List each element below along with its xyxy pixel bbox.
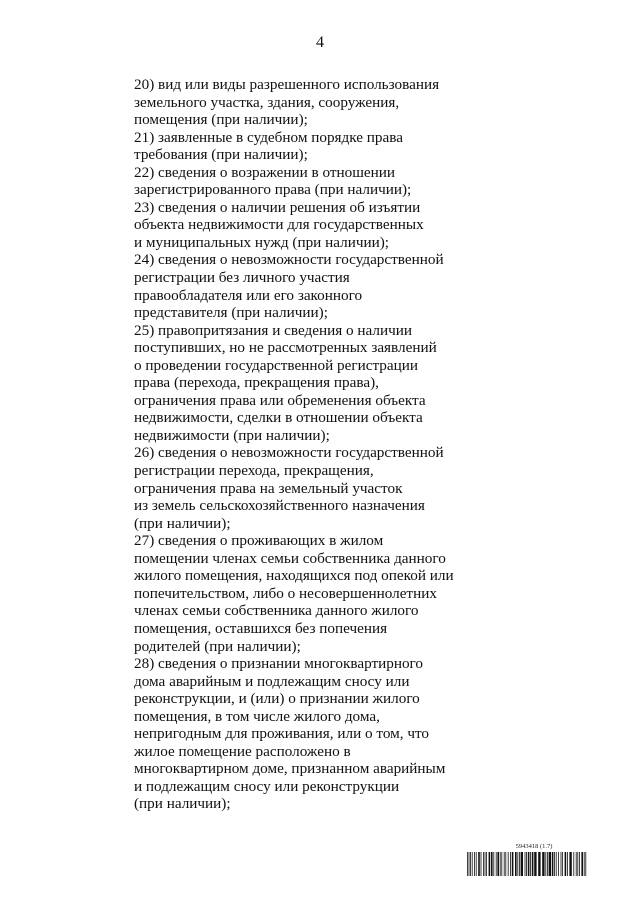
text-line: 24) сведения о невозможности государственной (134, 251, 444, 269)
barcode-bar (497, 852, 499, 876)
barcode-bar (467, 852, 468, 876)
document-code: 5943418 (1.7) (515, 843, 553, 850)
barcode-bar (512, 852, 514, 876)
text-line: 23) сведения о наличии решения об изъятии (134, 198, 421, 216)
barcode-bar (505, 852, 506, 876)
text-line: реконструкции, и (или) о признании жилого (134, 690, 420, 708)
text-line: родителей (при наличии); (134, 637, 301, 655)
text-line: 25) правопритязания и сведения о наличии (134, 321, 413, 339)
barcode-bar (489, 852, 491, 876)
text-line: ограничения права или обременения объекта (134, 391, 426, 409)
text-line: 20) вид или виды разрешенного использования (134, 76, 440, 93)
text-line: недвижимости, сделки в отношении объекта (134, 409, 423, 427)
barcode-bar (470, 852, 471, 876)
text-line: помещения, в том числе жилого дома, (134, 707, 380, 725)
barcode-bar (561, 852, 562, 876)
barcode-bar (519, 852, 520, 876)
page-number: 4 (316, 34, 324, 51)
text-line: непригодным для проживания, или о том, что (134, 725, 430, 743)
text-line: (при наличии); (134, 514, 231, 532)
barcode-bar (472, 852, 473, 876)
text-line: зарегистрированного права (при наличии); (134, 181, 412, 199)
barcode-bar (491, 852, 493, 876)
barcode-bar (552, 852, 554, 876)
barcode-bar (547, 852, 548, 876)
barcode-bar (496, 852, 497, 876)
barcode-bar (556, 852, 557, 876)
barcode-bar (526, 852, 527, 876)
text-line: права (перехода, прекращения права), (134, 374, 379, 392)
text-line: помещения (при наличии); (134, 111, 308, 129)
barcode-bar (545, 852, 546, 876)
text-line: ограничения права на земельный участок (134, 479, 403, 497)
text-line: регистрации перехода, прекращения, (134, 462, 374, 480)
document-body (134, 76, 464, 813)
barcode-bar (476, 852, 477, 876)
barcode-bar (532, 852, 534, 876)
barcode-bar (478, 852, 480, 876)
barcode-bar (508, 852, 509, 876)
barcode-bar (581, 852, 583, 876)
barcode-bar (485, 852, 486, 876)
text-line: о проведении государственной регистрации (134, 356, 418, 374)
text-line: 28) сведения о признании многоквартирного (134, 655, 423, 673)
barcode-bar (585, 852, 586, 876)
barcode-bar (554, 852, 555, 876)
barcode-bar (501, 852, 502, 876)
barcode-bar (528, 852, 530, 876)
barcode-bar (530, 852, 531, 876)
text-line: недвижимости (при наличии); (134, 426, 330, 444)
barcode-bar (538, 852, 540, 876)
text-line: требования (при наличии); (134, 146, 308, 164)
barcode-bar (579, 852, 580, 876)
text-line: многоквартирном доме, признанном аварийным (134, 760, 446, 778)
barcode-bar (474, 852, 475, 876)
barcode-bar (525, 852, 526, 876)
barcode-bar (584, 852, 585, 876)
barcode-bar (481, 852, 482, 876)
text-line: регистрации без личного участия (134, 269, 350, 287)
barcode-bar (576, 852, 577, 876)
text-line: объекта недвижимости для государственных (134, 216, 424, 234)
barcode-image (467, 852, 587, 876)
barcode-bar (573, 852, 574, 876)
text-line: 22) сведения о возражении в отношении (134, 163, 396, 181)
barcode-bar (500, 852, 501, 876)
barcode-bar (558, 852, 559, 876)
barcode-bar (562, 852, 563, 876)
text-line: поступивших, но не рассмотренных заявлений (134, 339, 437, 357)
barcode-bar (521, 852, 523, 876)
barcode-bar (493, 852, 494, 876)
text-line: 21) заявленные в судебном порядке права (134, 128, 403, 146)
barcode-bar (504, 852, 505, 876)
barcode-bar (569, 852, 571, 876)
text-line: помещения, оставшихся без попечения (134, 619, 388, 637)
barcode-bar (565, 852, 567, 876)
barcode-bar (469, 852, 470, 876)
barcode-bar (510, 852, 511, 876)
barcode-bar (483, 852, 484, 876)
barcode-bar (486, 852, 487, 876)
barcode-bar (577, 852, 578, 876)
barcode-bar (542, 852, 544, 876)
text-line: 26) сведения о невозможности государственной (134, 444, 444, 462)
text-line: жилого помещения, находящихся под опекой или (134, 567, 454, 585)
barcode-bar (515, 852, 517, 876)
text-line: и подлежащим сносу или реконструкции (134, 777, 400, 795)
text-line: дома аварийным и подлежащим сносу или (134, 672, 410, 690)
text-line: (при наличии); (134, 795, 231, 813)
text-line: 27) сведения о проживающих в жилом (134, 532, 384, 550)
text-line: членах семьи собственника данного жилого (134, 602, 419, 620)
text-line: жилое помещение расположено в (134, 742, 351, 760)
barcode-bar (567, 852, 568, 876)
text-line: попечительством, либо о несовершеннолетних (134, 584, 437, 602)
barcode-bar (534, 852, 536, 876)
text-line: земельного участка, здания, сооружения, (134, 93, 400, 111)
barcode-bar (517, 852, 518, 876)
text-line: и муниципальных нужд (при наличии); (134, 233, 389, 251)
barcode-bar (549, 852, 551, 876)
text-line: правообладателя или его законного (134, 286, 363, 304)
text-line: помещении членах семьи собственника данного (134, 549, 446, 567)
text-line: из земель сельскохозяйственного назначения (134, 497, 425, 515)
text-line: представителя (при наличии); (134, 304, 328, 322)
